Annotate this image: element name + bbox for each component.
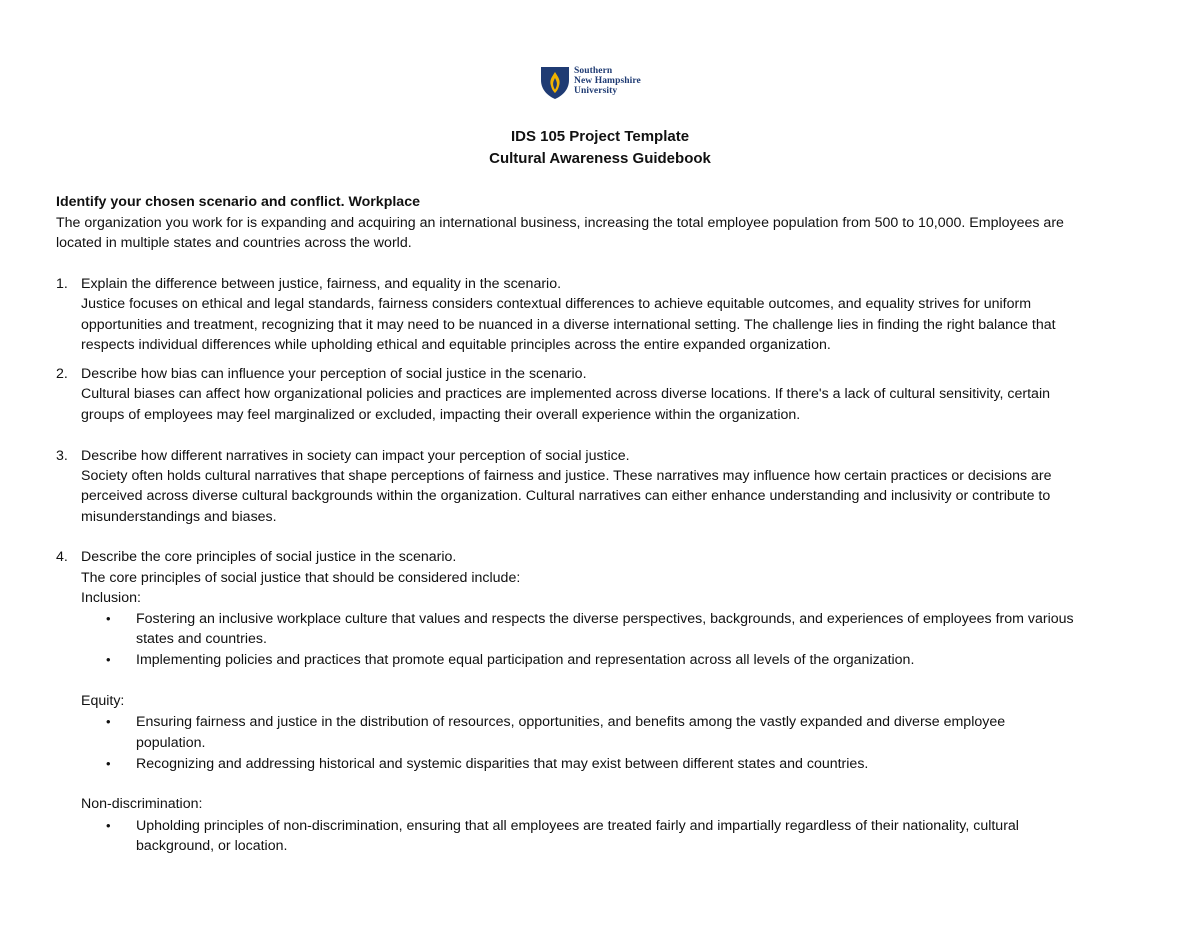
non-discrimination-bullet-1-line-2: background, or location. xyxy=(136,838,288,854)
question-2-text: Describe how bias can influence your perception of social justice in the scenario. xyxy=(81,366,587,382)
question-2-answer-line-2: groups of employees may feel marginalized or excluded, impacting their overall experience within the organization. xyxy=(81,407,801,423)
question-3-answer-line-1: Society often holds cultural narratives that shape perceptions of fairness and justice. These narratives may influence how certain practices or decisions are xyxy=(81,468,1052,484)
scenario-choice: Workplace xyxy=(344,194,420,210)
logo-line-1: Southern xyxy=(574,66,613,76)
equity-bullet-1-line-1: Ensuring fairness and justice in the distribution of resources, opportunities, and benefits among the vastly expanded and diverse employee xyxy=(136,714,1006,730)
scenario-heading xyxy=(56,192,420,212)
shield-logo-icon xyxy=(540,66,570,100)
principle-heading-non-discrimination: Non-discrimination: xyxy=(81,796,203,812)
scenario-text-line-2: located in multiple states and countries across the world. xyxy=(56,235,412,251)
question-1-text: Explain the difference between justice, fairness, and equality in the scenario. xyxy=(81,276,562,292)
university-logo xyxy=(540,66,665,104)
question-4-intro: The core principles of social justice that should be considered include: xyxy=(81,570,521,586)
bullet-icon: • xyxy=(106,652,111,667)
equity-bullet-1-line-2: population. xyxy=(136,735,206,751)
question-1-answer-line-1: Justice focuses on ethical and legal standards, fairness considers contextual differences to achieve equitable outcomes, and equality strives for uniform xyxy=(81,296,1032,312)
principle-heading-inclusion: Inclusion: xyxy=(81,590,141,606)
scenario-prompt: Identify your chosen scenario and conflict. xyxy=(56,194,345,210)
bullet-icon: • xyxy=(106,611,111,626)
question-4-number: 4. xyxy=(56,549,68,565)
question-2-answer-line-1: Cultural biases can affect how organizational policies and practices are implemented across diverse locations. If there's a lack of cultural sensitivity, certain xyxy=(81,386,1050,402)
question-1-answer-line-3: respects individual differences while upholding ethical and equitable principles across the entire expanded organization. xyxy=(81,337,831,353)
logo-wordmark xyxy=(574,66,641,96)
logo-line-2: New Hampshire xyxy=(574,76,641,86)
question-2-number: 2. xyxy=(56,366,68,382)
question-4-text: Describe the core principles of social justice in the scenario. xyxy=(81,549,457,565)
equity-bullet-2-line-1: Recognizing and addressing historical and systemic disparities that may exist between different states and countries. xyxy=(136,756,869,772)
page-title: IDS 105 Project Template xyxy=(510,128,690,145)
question-3-answer-line-2: perceived across diverse cultural backgrounds within the organization. Cultural narratives can either enhance understanding and inclusivity or contribute to xyxy=(81,488,1051,504)
logo-line-3: University xyxy=(574,86,618,96)
question-1-number: 1. xyxy=(56,276,68,292)
question-1-answer-line-2: opportunities and treatment, recognizing that it may need to be nuanced in a diverse international setting. The challenge lies in finding the right balance that xyxy=(81,317,1056,333)
inclusion-bullet-2-line-1: Implementing policies and practices that promote equal participation and representation across all levels of the organization. xyxy=(136,652,915,668)
non-discrimination-bullet-1-line-1: Upholding principles of non-discrimination, ensuring that all employees are treated fairly and impartially regardless of their nationality, cultural xyxy=(136,818,1019,834)
question-3-text: Describe how different narratives in society can impact your perception of social justice. xyxy=(81,448,630,464)
inclusion-bullet-1-line-2: states and countries. xyxy=(136,631,267,647)
inclusion-bullet-1-line-1: Fostering an inclusive workplace culture that values and respects the diverse perspectives, backgrounds, and experiences of employees from various xyxy=(136,611,1074,627)
question-3-number: 3. xyxy=(56,448,68,464)
scenario-text-line-1: The organization you work for is expanding and acquiring an international business, increasing the total employee population from 500 to 10,000. Employees are xyxy=(56,215,1064,231)
page-subtitle: Cultural Awareness Guidebook xyxy=(489,150,711,167)
bullet-icon: • xyxy=(106,714,111,729)
bullet-icon: • xyxy=(106,818,111,833)
principle-heading-equity: Equity: xyxy=(81,693,125,709)
bullet-icon: • xyxy=(106,756,111,771)
question-3-answer-line-3: misunderstandings and biases. xyxy=(81,509,277,525)
